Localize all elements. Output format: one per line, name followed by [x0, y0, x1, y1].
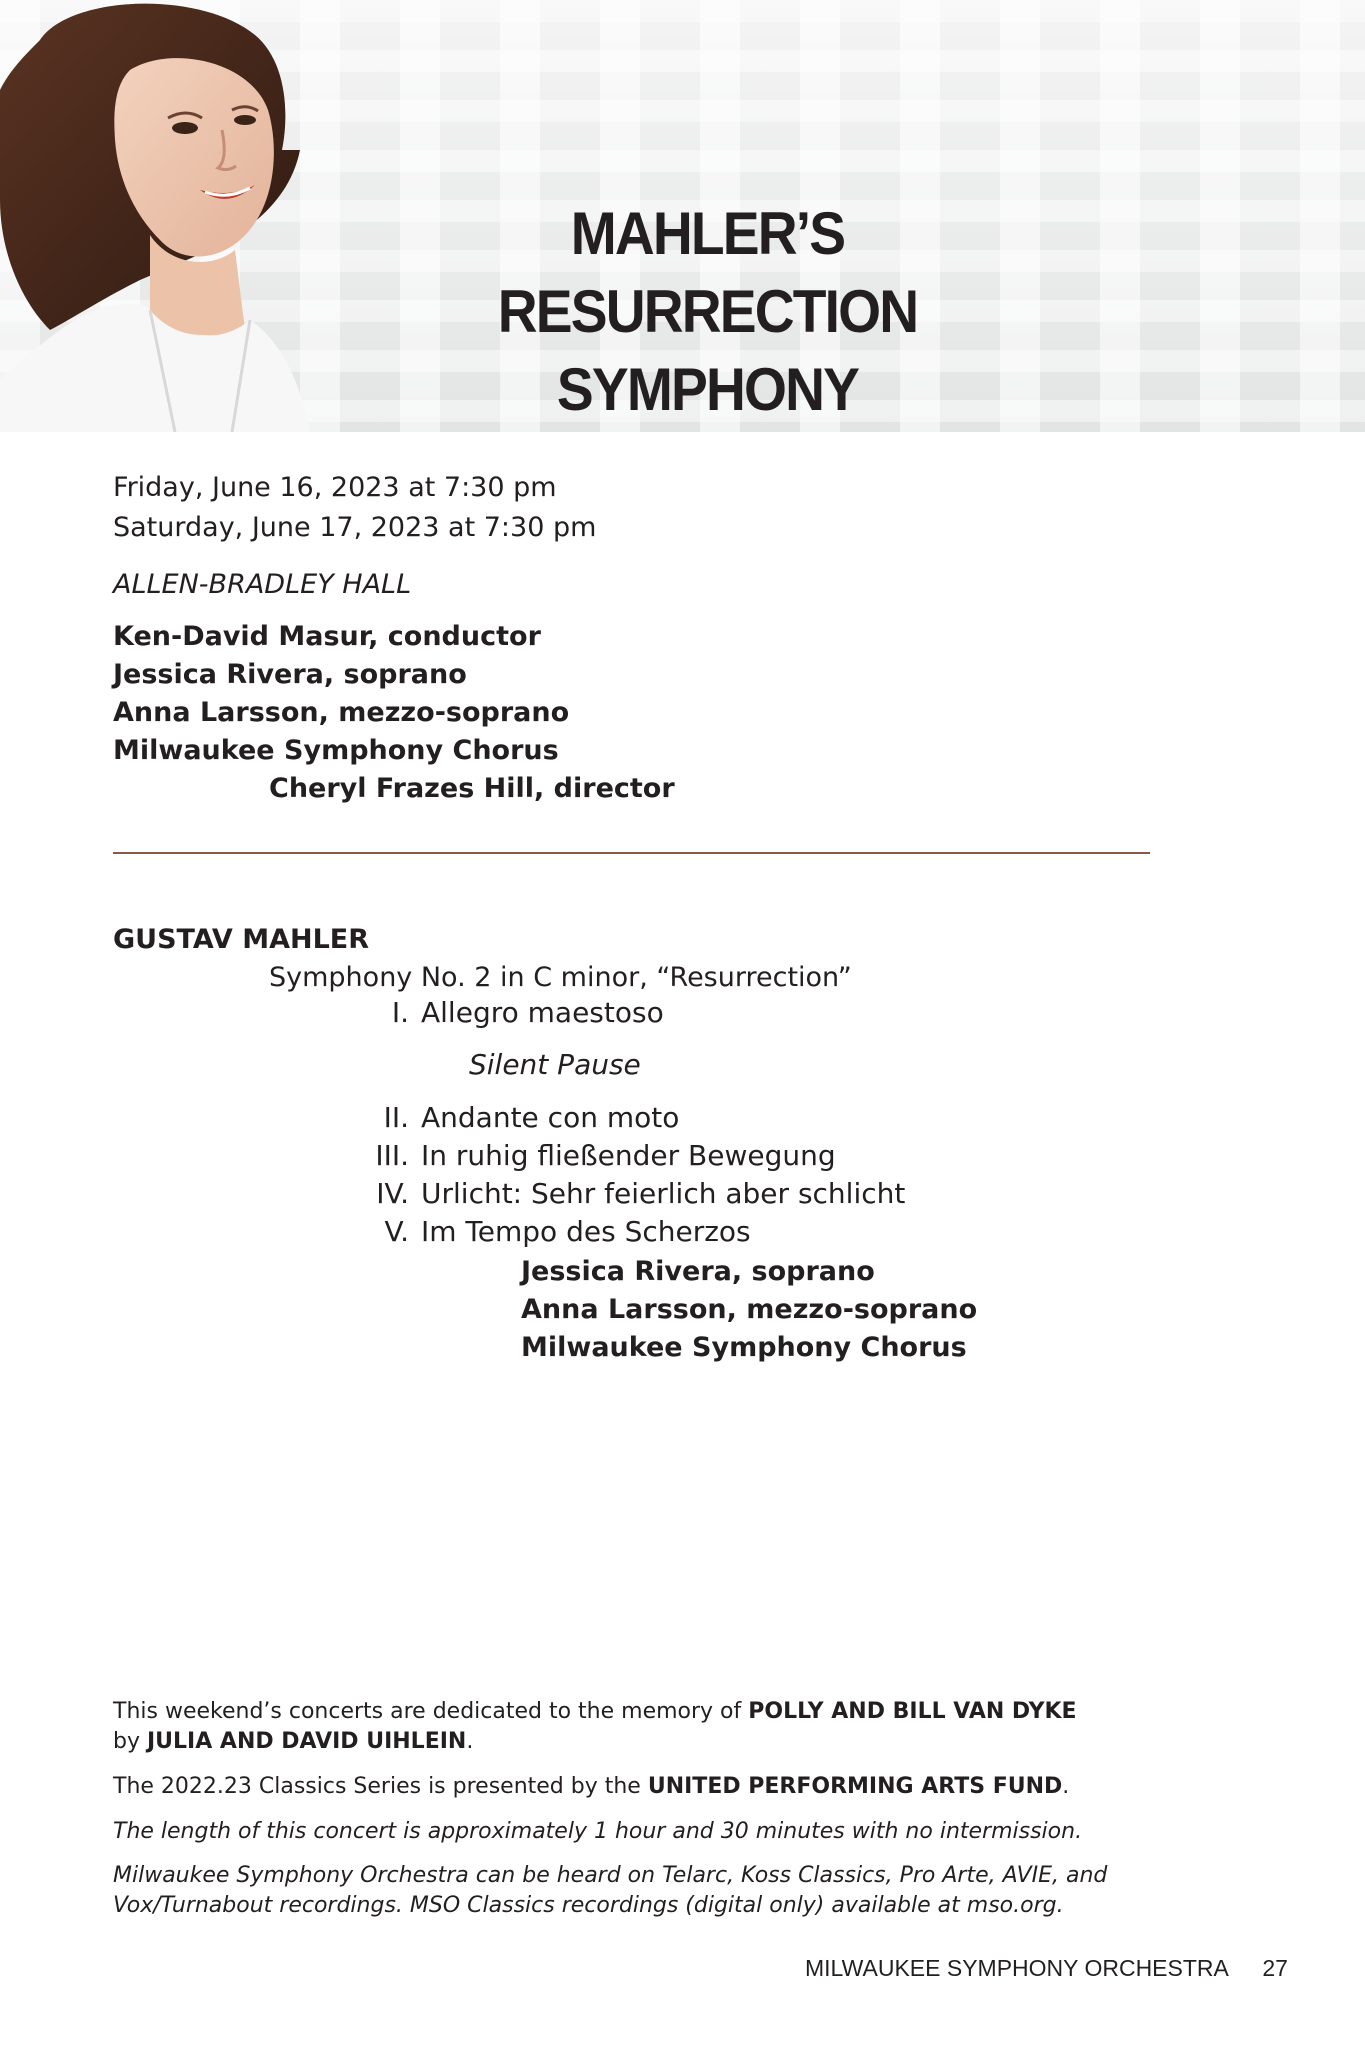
series-sponsor: UNITED PERFORMING ARTS FUND — [647, 1774, 1063, 1799]
performers-list — [113, 618, 675, 808]
page-number: 27 — [1262, 1955, 1288, 1981]
portrait-photo — [0, 0, 330, 432]
performer-chorus: Milwaukee Symphony Chorus — [113, 735, 559, 766]
soloist-chorus: Milwaukee Symphony Chorus — [521, 1332, 967, 1363]
series-note — [113, 1772, 1203, 1802]
chorus-director: Cheryl Frazes Hill, director — [269, 773, 675, 804]
composer: GUSTAV MAHLER — [113, 924, 370, 955]
movement-1 — [365, 996, 664, 1029]
movement-number: I. — [391, 996, 409, 1029]
movement-number: II. — [383, 1101, 409, 1134]
movement-5 — [365, 1215, 751, 1248]
movement-number: V. — [384, 1215, 409, 1248]
footer-org: MILWAUKEE SYMPHONY ORCHESTRA — [805, 1955, 1228, 1981]
movement-3 — [365, 1139, 836, 1172]
movement-title: Allegro maestoso — [421, 996, 664, 1029]
silent-pause: Silent Pause — [469, 1048, 641, 1081]
dedication-by: by — [113, 1729, 147, 1754]
title-line-2: SYMPHONY — [556, 356, 859, 423]
concert-dates — [113, 468, 596, 548]
length-note: The length of this concert is approximately 1 hour and 30 minutes with no intermission. — [113, 1819, 1083, 1844]
recordings-note: Milwaukee Symphony Orchestra can be heard on Telarc, Koss Classics, Pro Arte, AVIE, and Vox/Turnabout recordings. MSO Classics recordings (digital only) available at mso.org. — [113, 1863, 1108, 1918]
soloist-mezzo: Anna Larsson, mezzo-soprano — [521, 1294, 978, 1325]
soloists-list — [521, 1253, 977, 1367]
soloist-soprano: Jessica Rivera, soprano — [521, 1256, 875, 1287]
movement-2 — [365, 1101, 679, 1134]
work-title: Symphony No. 2 in C minor, “Resurrection” — [269, 962, 852, 993]
movement-number: IV. — [376, 1177, 409, 1210]
series-text: The 2022.23 Classics Series is presented by the — [113, 1774, 648, 1799]
header-banner — [0, 0, 1365, 432]
venue: ALLEN-BRADLEY HALL — [113, 569, 412, 600]
performer-soprano: Jessica Rivera, soprano — [113, 659, 467, 690]
page-footer — [805, 1955, 1288, 1982]
movement-title: Im Tempo des Scherzos — [421, 1215, 751, 1248]
performer-mezzo: Anna Larsson, mezzo-soprano — [113, 697, 570, 728]
date-2: Saturday, June 17, 2023 at 7:30 pm — [113, 512, 597, 543]
date-1: Friday, June 16, 2023 at 7:30 pm — [113, 472, 557, 503]
movement-number: III. — [375, 1139, 409, 1172]
movement-title: In ruhig fließender Bewegung — [421, 1139, 836, 1172]
performer-conductor: Ken-David Masur, conductor — [113, 621, 541, 652]
movement-title: Urlicht: Sehr feierlich aber schlicht — [421, 1177, 906, 1210]
movement-4 — [365, 1177, 905, 1210]
movement-title: Andante con moto — [421, 1101, 680, 1134]
dedication-honorees: POLLY AND BILL VAN DYKE — [748, 1699, 1077, 1724]
dedication-text: This weekend’s concerts are dedicated to the memory of — [113, 1699, 749, 1724]
divider — [113, 852, 1150, 854]
period: . — [1062, 1774, 1070, 1799]
dedication-note — [113, 1697, 1203, 1757]
title-line-1: MAHLER’S RESURRECTION — [497, 200, 918, 345]
dedication-donors: JULIA AND DAVID UIHLEIN — [146, 1729, 467, 1754]
period: . — [466, 1729, 474, 1754]
page-title — [360, 195, 1055, 429]
